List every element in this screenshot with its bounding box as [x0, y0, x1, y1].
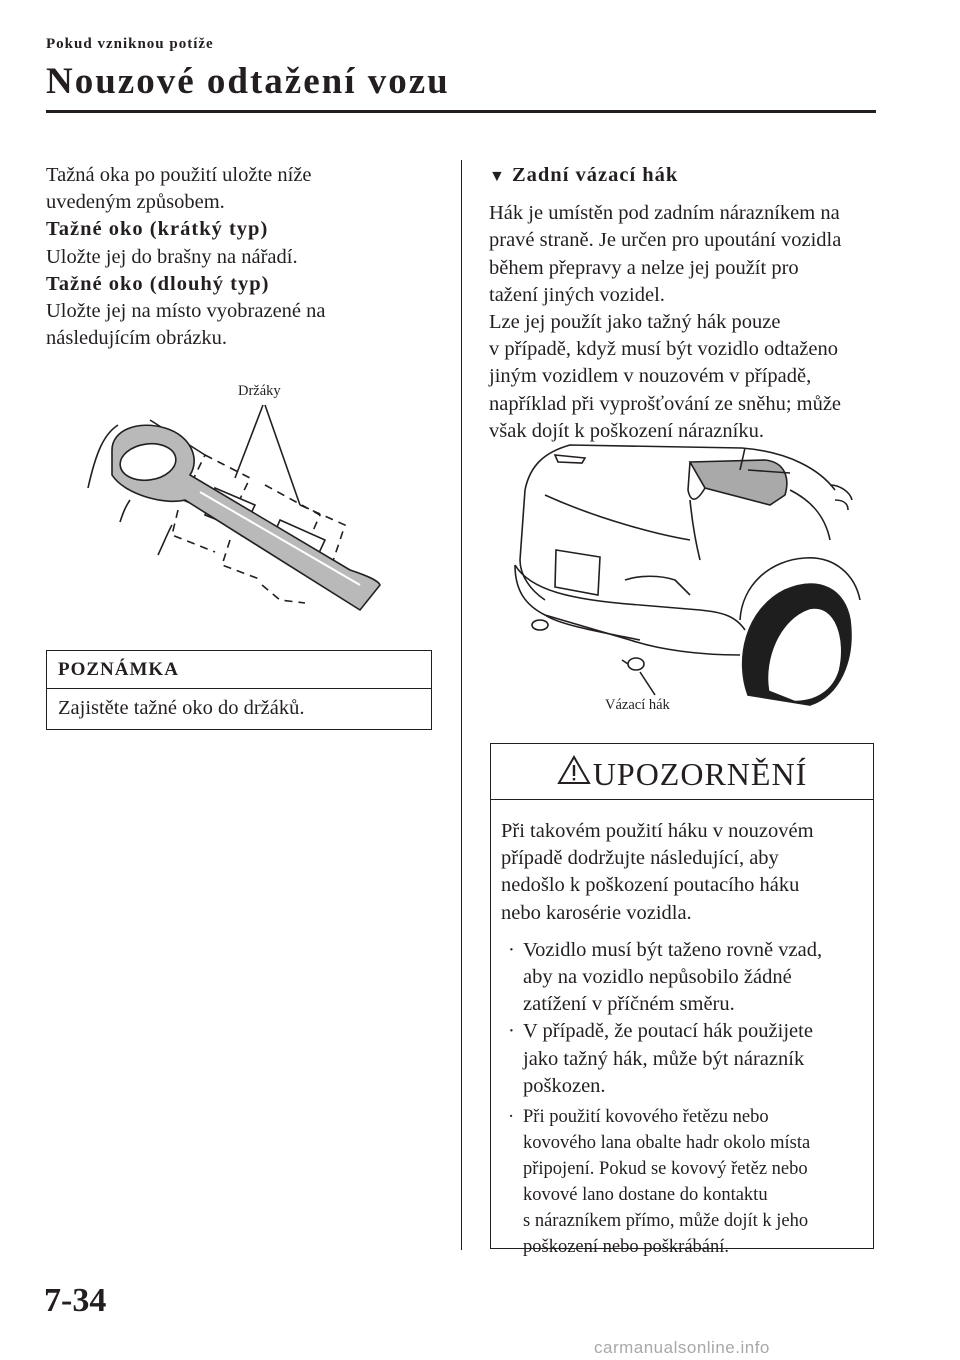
warning-heading: UPOZORNĚNÍ [491, 744, 873, 800]
warning-bullet-1: · Vozidlo musí být taženo rovně vzad, aby na vozidlo nepůsobilo žádné zatížení v příčném směru. [508, 938, 823, 1016]
column-divider [461, 160, 462, 1250]
long-type-heading: Tažné oko (dlouhý typ) [46, 272, 270, 295]
rear-hook-line-3: během přepravy a nelze jej použít pro [489, 256, 799, 279]
long-type-line-1: Uložte jej na místo vyobrazené na [46, 300, 326, 323]
short-type-heading: Tažné oko (krátký typ) [46, 218, 269, 241]
right-column [489, 162, 889, 445]
intro-line-2: uvedeným způsobem. [46, 191, 225, 214]
tie-down-hook-label: Vázací hák [605, 697, 670, 713]
title-rule [46, 110, 876, 113]
note-box [46, 650, 432, 730]
rear-hook-line-8: například při vyprošťování ze sněhu; může [489, 392, 842, 415]
rear-hook-line-4: tažení jiných vozidel. [489, 283, 665, 306]
warning-intro-4: nebo karosérie vozidla. [501, 901, 692, 924]
rear-hook-line-1: Hák je umístěn pod zadním nárazníkem na [489, 202, 840, 225]
warning-bullet-2: · V případě, že poutací hák použijete jako tažný hák, může být nárazník poškozen. [508, 1020, 813, 1097]
rear-hook-line-2: pravé straně. Je určen pro upoutání vozidla [489, 229, 842, 252]
warning-body [491, 800, 873, 1260]
warning-intro-2: případě dodržujte následující, aby [501, 847, 779, 870]
bullet-dot: · [508, 938, 515, 961]
triangle-down-icon: ▼ [489, 168, 506, 185]
warning-triangle-icon [557, 747, 591, 802]
rear-hook-line-7: jiným vozidlem v nouzovém v případě, [489, 365, 812, 388]
section-label: Pokud vzniknou potíže [46, 36, 214, 52]
watermark: carmanualsonline.info [594, 1338, 770, 1357]
rear-hook-line-9: však dojít k poškození nárazníku. [489, 419, 764, 442]
warning-bullet-3: · Při použití kovového řetězu nebo kovového lana obalte hadr okolo místa připojení. Pokud se kovový řetěz nebo kovové lano dostane do kontaktu s nárazníkem přímo, může dojít k jeho poškození nebo poškrábání. [501, 1104, 859, 1260]
warning-intro-1: Při takovém použití háku v nouzovém [501, 820, 814, 842]
left-column [46, 162, 446, 352]
page-number: 7-34 [44, 1282, 107, 1319]
short-type-text: Uložte jej do brašny na nářadí. [46, 245, 298, 268]
holders-label: Držáky [238, 383, 281, 399]
warning-box [490, 743, 874, 1258]
page-title: Nouzové odtažení vozu [46, 61, 450, 102]
bullet-dot: · [508, 1020, 515, 1043]
warning-intro-3: nedošlo k poškození poutacího háku [501, 874, 800, 897]
note-heading: POZNÁMKA [47, 651, 431, 689]
bullet-dot: · [508, 1107, 515, 1128]
rear-hook-line-5: Lze jej použít jako tažný hák pouze [489, 311, 781, 334]
intro-line-1: Tažná oka po použití uložte níže [46, 164, 312, 186]
long-type-line-2: následujícím obrázku. [46, 327, 228, 350]
rear-hook-heading: ▼ Zadní vázací hák [489, 164, 679, 186]
rear-hook-line-6: v případě, když musí být vozidlo odtaženo [489, 338, 838, 361]
note-text: Zajistěte tažné oko do držáků. [58, 697, 305, 719]
